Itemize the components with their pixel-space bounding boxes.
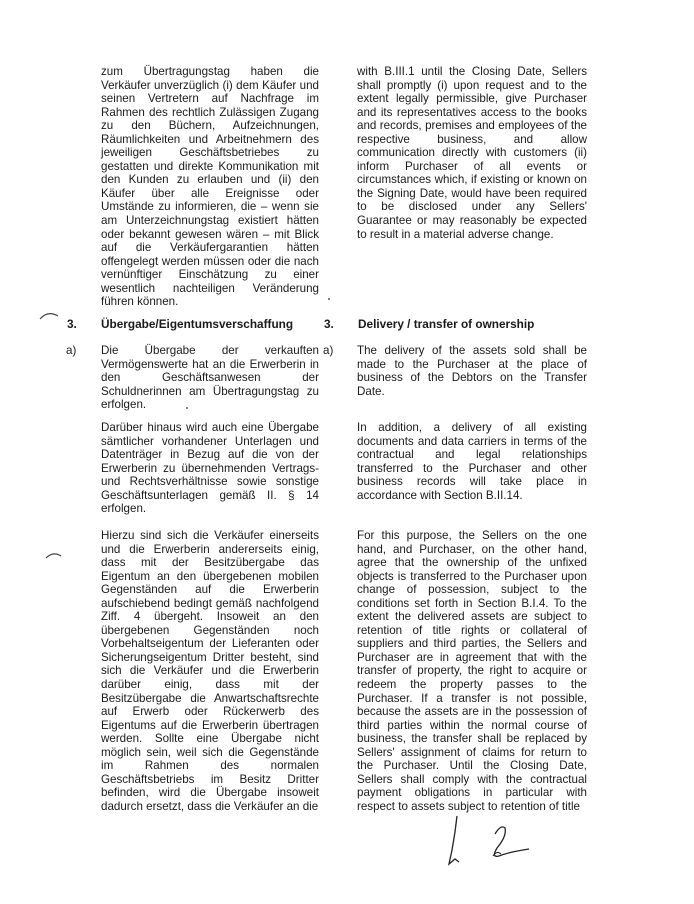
right-paragraph-c: For this purpose, the Sellers on the one hand, and Purchaser, on the other hand, agree that the ownership of the unfixed objects is transferred to the Purchaser upon change of possession, subject to the conditions set forth in Section B.I.4. To the extent the delivered assets are subject to retention of title rights or collateral of suppliers and third parties, the Sellers and Purchaser are in agreement that with the transfer of property, the right to acquire or redeem the property passes to the Purchaser. If a transfer is not possible, because the assets are in the possession of third parties within the normal course of business, the transfer shall be replaced by Sellers' assignment of claims for return to the Purchaser. Until the Closing Date, Sellers shall comply with the contractual payment obligations in particular with respect to assets subject to retention of title <box>357 529 587 813</box>
margin-mark-icon <box>44 550 64 560</box>
left-subsection-label: a) <box>66 344 77 357</box>
right-paragraph-b: In addition, a delivery of all existing documents and data carriers in terms of the contractual and legal relationships transferred to the Purchaser and other business records will take place in accordance with Section B.II.14. <box>357 421 587 502</box>
left-intro-paragraph: zum Übertragungstag haben die Verkäufer unverzüglich (i) dem Käufer und seinen Vertretern auf Nachfrage im Rahmen des rechtlich Zulässigen Zugang zu den Büchern, Aufzeichnungen, Räumlichkeiten und Arbeitnehmern des jeweiligen Geschäftsbetriebes zu gestatten und direkte Kommunikation mit den Kunden zu erlauben und (ii) den Käufer über alle Ereignisse oder Umstände zu informieren, die – wenn sie am Unterzeichnungstag existiert hätten oder bekannt gewesen wären – mit Blick auf die Verkäufergarantien hätten offengelegt werden müssen oder die nach vernünftiger Einschätzung zu einer wesentlich nachteiligen Veränderung führen können. <box>101 65 319 309</box>
right-intro-paragraph: with B.III.1 until the Closing Date, Sellers shall promptly (i) upon request and to the extent legally permissible, give Purchaser and its representatives access to the books and records, premises and employees of the respective business, and allow communication directly with customers (ii) inform Purchaser of all events or circumstances which, if existing or known on the Signing Date, would have been required to be disclosed under any Sellers' Guarantee or may reasonably be expected to result in a material adverse change. <box>357 65 587 241</box>
signature-initials <box>445 812 545 872</box>
margin-mark-icon <box>38 310 62 322</box>
left-paragraph-b: Darüber hinaus wird auch eine Übergabe sämtlicher vorhandener Unterlagen und Datenträger in Bezug auf die von der Erwerberin zu übernehmenden Vertrags- und Rechtsverhältnisse sowie sonstige Geschäftsunterlagen gemäß II. § 14 erfolgen. <box>101 421 319 516</box>
right-paragraph-a: The delivery of the assets sold shall be made to the Purchaser at the place of business of the Debtors on the Transfer Date. <box>357 344 587 398</box>
left-section-number: 3. <box>67 317 77 331</box>
scan-speck <box>328 298 330 300</box>
left-paragraph-a: Die Übergabe der verkauften Vermögenswerte hat an die Erwerberin in den Geschäftsanwesen der Schuldnerinnen am Übertragungstag zu erfolgen. <box>101 344 319 412</box>
scan-speck <box>186 407 188 409</box>
right-section-title: Delivery / transfer of ownership <box>358 317 535 331</box>
left-paragraph-c: Hierzu sind sich die Verkäufer einerseits und die Erwerberin andererseits einig, dass mit der Besitzübergabe das Eigentum an den übergebenen mobilen Gegenständen auf die Erwerberin aufschiebend bedingt gemäß nachfolgend Ziff. 4 übergeht. Insoweit an den übergebenen Gegenständen noch Vorbehaltseigentum der Lieferanten oder Sicherungseigentum Dritter besteht, sind sich die Verkäufer und die Erwerberin darüber einig, dass mit der Besitzübergabe die Anwartschaftsrechte auf Erwerb oder Rückerwerb des Eigentums auf die Erwerberin übertragen werden. Sollte eine Übergabe nicht möglich sein, weil sich die Gegenstände im Rahmen des normalen Geschäftsbetriebs im Besitz Dritter befinden, wird die Übergabe insoweit dadurch ersetzt, dass die Verkäufer an die <box>101 529 319 813</box>
right-section-number: 3. <box>324 317 334 331</box>
right-subsection-label: a) <box>323 344 334 357</box>
left-section-title: Übergabe/Eigentumsverschaffung <box>101 317 294 331</box>
